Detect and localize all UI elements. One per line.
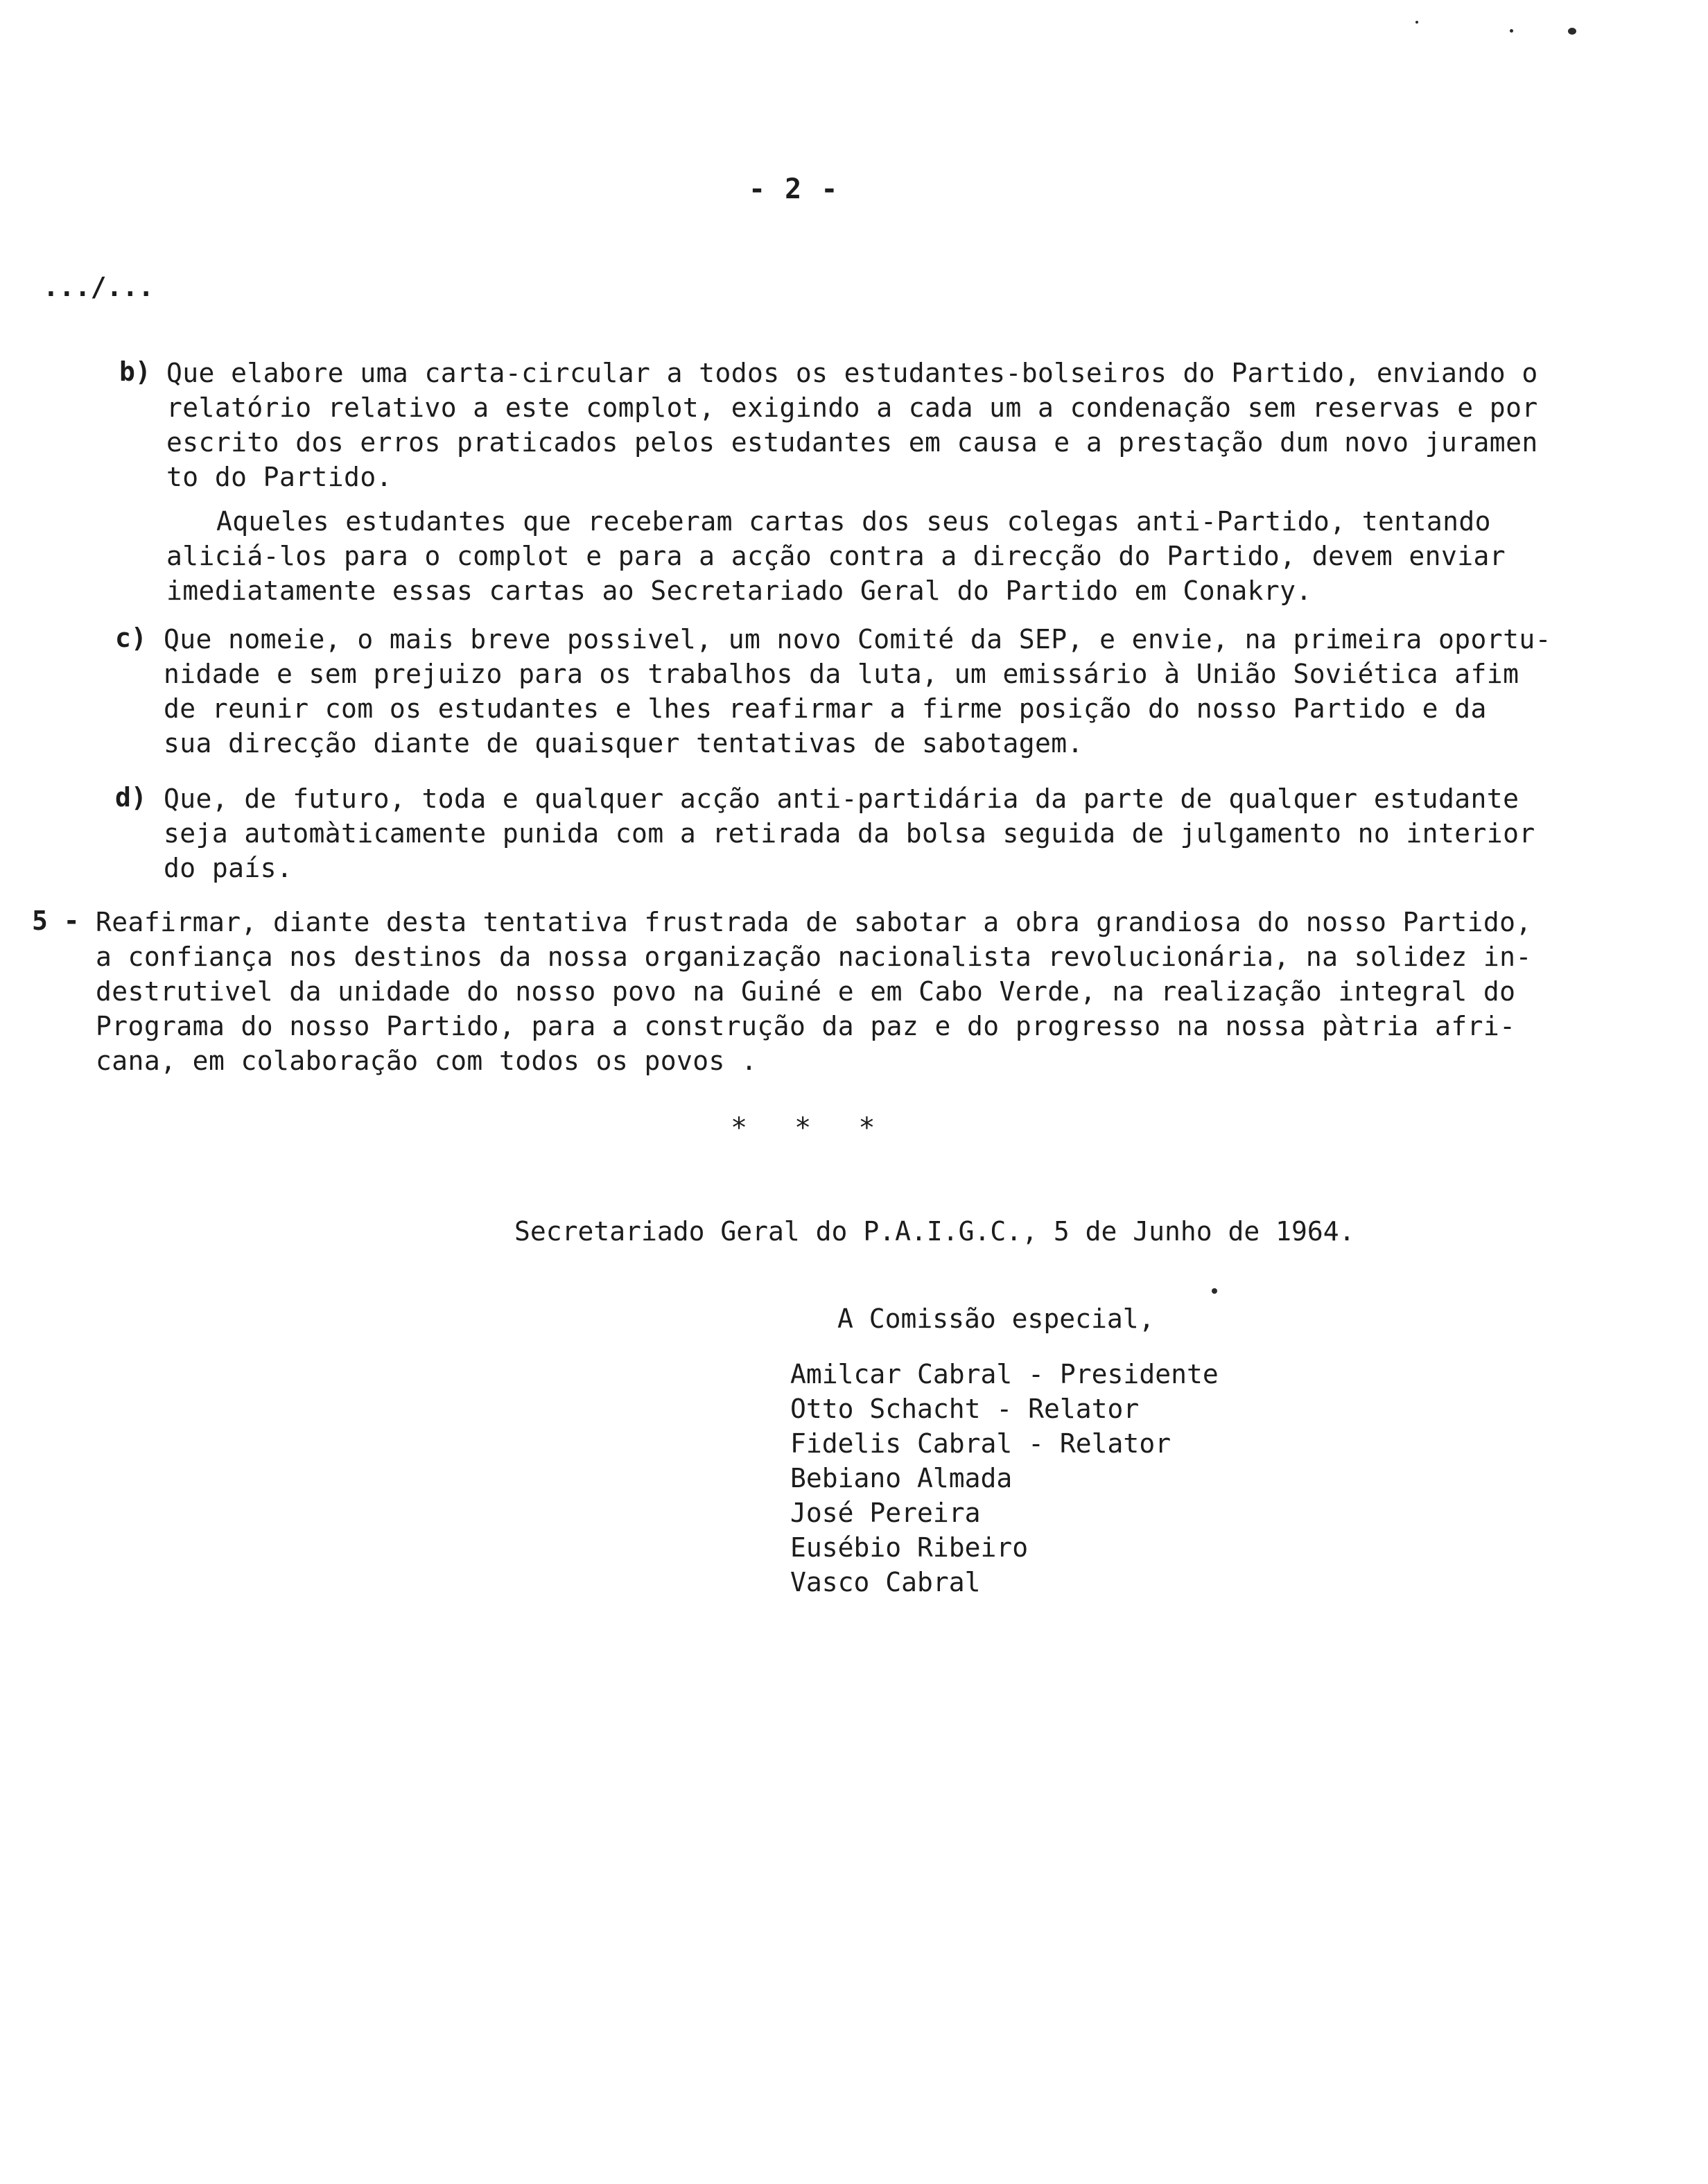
item-b-line: to do Partido. bbox=[166, 462, 392, 492]
item-5-line: Programa do nosso Partido, para a construção da paz e do progresso na nossa pàtria afri- bbox=[96, 1011, 1516, 1041]
scan-speck bbox=[1415, 21, 1418, 24]
item-b-paragraph2-line: aliciá-los para o complot e para a acção contra a direcção do Partido, devem enviar bbox=[166, 541, 1506, 571]
item-b-line: Que elabore uma carta-circular a todos os estudantes-bolseiros do Partido, enviando o bbox=[166, 358, 1538, 388]
commission-member: José Pereira bbox=[790, 1498, 981, 1528]
scan-speck bbox=[1212, 1288, 1217, 1294]
item-c-line: de reunir com os estudantes e lhes reafirmar a firme posição do nosso Partido e da bbox=[164, 693, 1487, 724]
item-b-label: b) bbox=[119, 356, 151, 387]
item-d-label: d) bbox=[115, 782, 147, 813]
item-5-line: destrutivel da unidade do nosso povo na Guiné e em Cabo Verde, na realização integral do bbox=[96, 976, 1516, 1007]
item-c-line: Que nomeie, o mais breve possivel, um novo Comité da SEP, e envie, na primeira oportu- bbox=[164, 624, 1551, 655]
item-5-line: Reafirmar, diante desta tentativa frustrada de sabotar a obra grandiosa do nosso Partido, bbox=[96, 907, 1532, 937]
item-c-label: c) bbox=[115, 623, 147, 653]
commission-member: Fidelis Cabral - Relator bbox=[790, 1428, 1171, 1459]
continuation-mark: .../... bbox=[43, 272, 155, 302]
commission-member: Amilcar Cabral - Presidente bbox=[790, 1359, 1219, 1389]
item-b-paragraph2-line: Aqueles estudantes que receberam cartas dos seus colegas anti-Partido, tentando bbox=[216, 506, 1491, 537]
scan-speck bbox=[1510, 29, 1513, 33]
item-5-line: a confiança nos destinos da nossa organização nacionalista revolucionária, na solidez in- bbox=[96, 942, 1532, 972]
item-d-line: Que, de futuro, toda e qualquer acção anti-partidária da parte de qualquer estudante bbox=[164, 783, 1519, 814]
item-c-line: nidade e sem prejuizo para os trabalhos da luta, um emissário à União Soviética afim bbox=[164, 659, 1519, 689]
item-c-line: sua direcção diante de quaisquer tentativas de sabotagem. bbox=[164, 728, 1083, 759]
place-and-date: Secretariado Geral do P.A.I.G.C., 5 de Junho de 1964. bbox=[514, 1216, 1355, 1247]
item-b-line: relatório relativo a este complot, exigindo a cada um a condenação sem reservas e por bbox=[166, 392, 1538, 423]
item-5-line: cana, em colaboração com todos os povos . bbox=[96, 1046, 758, 1076]
commission-member: Eusébio Ribeiro bbox=[790, 1532, 1029, 1563]
commission-member: Otto Schacht - Relator bbox=[790, 1394, 1140, 1424]
commission-member: Bebiano Almada bbox=[790, 1463, 1013, 1493]
item-b-paragraph2-line: imediatamente essas cartas ao Secretariado Geral do Partido em Conakry. bbox=[166, 575, 1312, 606]
section-separator: * * * bbox=[731, 1112, 891, 1144]
page-number: - 2 - bbox=[749, 173, 839, 205]
item-b-line: escrito dos erros praticados pelos estudantes em causa e a prestação dum novo juramen bbox=[166, 427, 1538, 458]
commission-heading: A Comissão especial, bbox=[837, 1303, 1155, 1334]
item-d-line: do país. bbox=[164, 853, 293, 883]
commission-member: Vasco Cabral bbox=[790, 1567, 981, 1597]
item-d-line: seja automàticamente punida com a retirada da bolsa seguida de julgamento no interior bbox=[164, 818, 1535, 849]
scan-speck bbox=[1568, 28, 1576, 35]
item-5-label: 5 - bbox=[32, 905, 80, 936]
